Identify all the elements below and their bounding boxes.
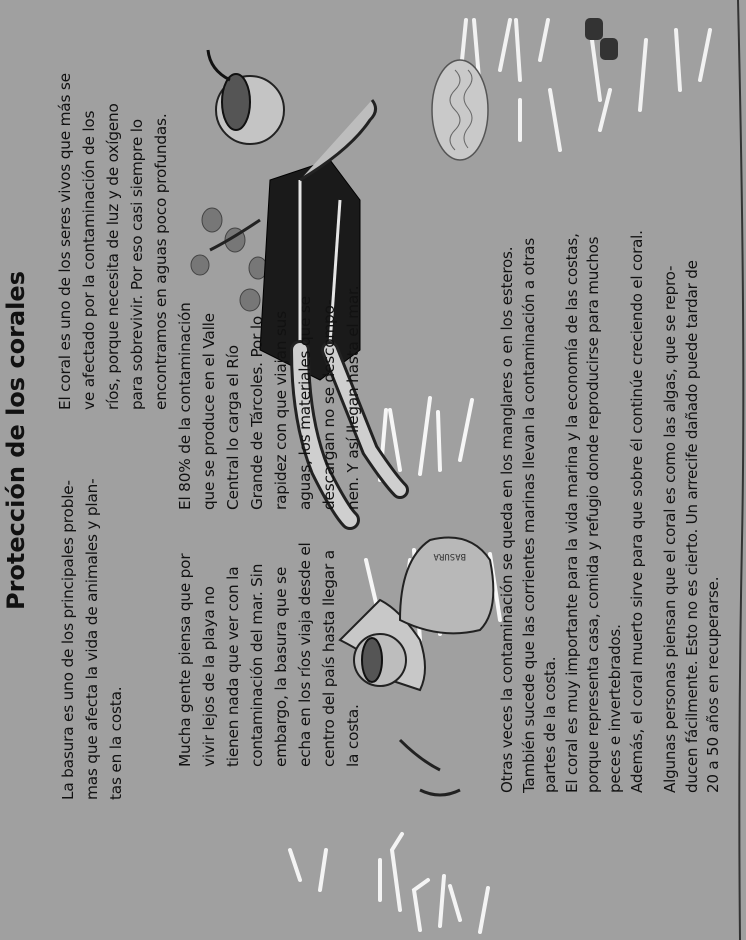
paragraph-mucha-gente (173, 542, 365, 767)
text-line: partes de la costa. (541, 656, 560, 793)
text-line: embargo, la basura que se (272, 566, 290, 767)
text-line: peces e invertebrados. (605, 624, 624, 793)
text-line: El 80% de la contaminación (176, 302, 194, 510)
paragraph-algas (660, 260, 725, 793)
text-line: la costa. (344, 704, 362, 767)
text-line: El coral es muy importante para la vida marina y la economía de las costas, (562, 233, 581, 793)
paragraph-contaminacion-coral (497, 230, 648, 793)
text-line: nen. Y así llegan hasta el mar. (344, 285, 362, 510)
text-line: La basura es uno de los principales proble- (59, 480, 77, 800)
text-line: echa en los ríos viaja desde el (296, 542, 314, 767)
page-title: Protección de los corales (2, 271, 30, 610)
text-line: tienen nada que ver con la (224, 566, 242, 767)
text-line: mas que afecta la vida de animales y plan- (83, 478, 101, 800)
paragraph-80-percent (173, 286, 365, 510)
text-line: Mucha gente piensa que por (176, 553, 194, 767)
text-line: ducen fácilmente. Esto no es cierto. Un arrecife dañado puede tardar de (682, 260, 701, 793)
text-line: encontramos en aguas poco profundas. (152, 113, 170, 410)
paragraph-basura (56, 479, 128, 800)
text-line: rapidez con que viajan sus (272, 311, 290, 510)
text-line: Central lo carga el Río (224, 345, 242, 510)
text-line: Además, el coral muerto sirve para que sobre él continúe creciendo el coral. (627, 230, 646, 793)
text-line: 20 a 50 años en recuperarse. (704, 576, 723, 793)
text-line: que se produce en el Valle (200, 313, 218, 510)
text-line: ve afectado por la contaminación de los (80, 110, 98, 410)
text-line: centro del país hasta llegar a (320, 550, 338, 767)
text-line: porque representa casa, comida y refugio donde reproducirse para muchos (584, 236, 603, 793)
text-line: descargan no se descompo- (320, 299, 338, 510)
text-line: ríos, porque necesita de luz y de oxígeno (104, 103, 122, 410)
text-line: Grande de Tárcoles. Por lo (248, 315, 266, 510)
bag-label: BASURA (433, 551, 466, 561)
text-line: Algunas personas piensan que el coral es como las algas, que se repro- (661, 265, 679, 793)
text-line: para sobrevivir. Por eso casi siempre lo (128, 119, 146, 410)
text-line: También sucede que las corrientes marinas llevan la contaminación a otras (519, 238, 538, 793)
text-line: tas en la costa. (107, 686, 125, 800)
text-line: contaminación del mar. Sin (248, 563, 266, 767)
text-line: vivir lejos de la playa no (200, 586, 218, 767)
text-line: Otras veces la contaminación se queda en los manglares o en los esteros. (498, 246, 516, 793)
text-line: aguas, los materiales que se (296, 296, 314, 510)
brain-coral (432, 60, 488, 160)
text-line: El coral es uno de los seres vivos que más se (56, 73, 74, 410)
paragraph-coral-vivo (53, 73, 173, 410)
